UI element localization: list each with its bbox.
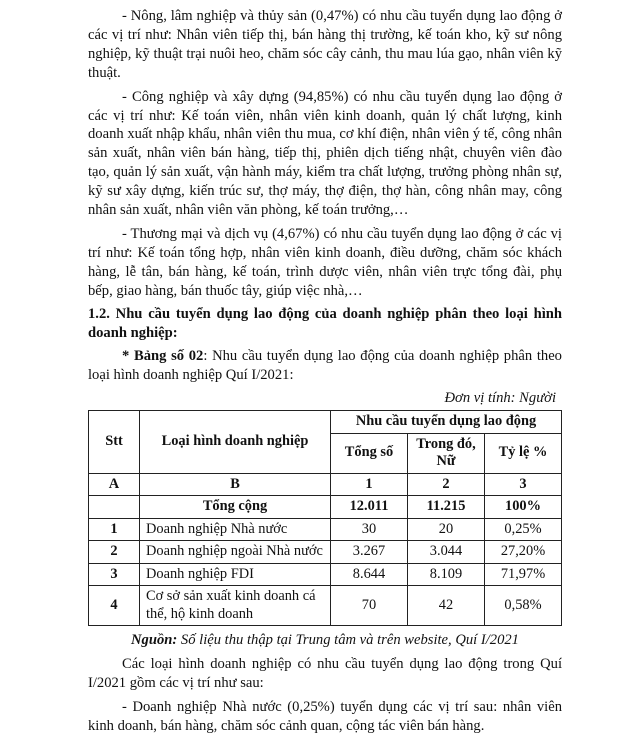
row-total-cell: 3.267 (331, 541, 408, 564)
index-cell: A (89, 473, 140, 496)
source-label: Nguồn: (131, 632, 178, 649)
total-label-cell: Tổng cộng (140, 496, 331, 519)
table-source (88, 631, 562, 650)
row-female-cell: 3.044 (408, 541, 485, 564)
paragraph-state-enterprise: - Doanh nghiệp Nhà nước (0,25%) tuyển dụng các vị trí sau: nhân viên kinh doanh, bán hàng, chăm sóc cảnh quan, cộng tác viên bán hàng. (88, 698, 562, 734)
row-stt-cell: 3 (89, 563, 140, 586)
paragraph-trade: - Thương mại và dịch vụ (4,67%) có nhu cầu tuyển dụng lao động ở các vị trí như: Kế toán tổng hợp, nhân viên kinh doanh, điều dưỡng, chăm sóc khách hàng, lễ tân, bán hàng, kế toán, trình dược viên, nhân viên trực tổng đài, phụ bếp, giao hàng, bán thuốc tây, giúp việc nhà,… (88, 225, 562, 299)
header-female: Trong đó, Nữ (408, 433, 485, 473)
index-cell: 3 (485, 473, 562, 496)
row-total-cell: 70 (331, 586, 408, 626)
header-total: Tổng số (331, 433, 408, 473)
total-stt-cell (89, 496, 140, 519)
total-rate-cell: 100% (485, 496, 562, 519)
row-total-cell: 8.644 (331, 563, 408, 586)
row-female-cell: 42 (408, 586, 485, 626)
document-page (88, 7, 562, 736)
row-type-cell: Doanh nghiệp Nhà nước (140, 518, 331, 541)
paragraph-agriculture: - Nông, lâm nghiệp và thủy sản (0,47%) có nhu cầu tuyển dụng lao động ở các vị trí như: Nhân viên tiếp thị, bán hàng thị trường, kế toán kho, kỹ sư nông nghiệp, kỹ thuật trại nuôi heo, chăm sóc cây cảnh, thu mau lúa gạo, nhân viên kỹ thuật. (88, 8, 562, 81)
table-caption-text: : Nhu cầu tuyển dụng lao động của doanh nghiệp phân theo loại hình doanh nghiệp Quí I/2021: (88, 348, 562, 384)
index-cell: 1 (331, 473, 408, 496)
row-type-cell: Cơ sở sản xuất kinh doanh cá thể, hộ kinh doanh (140, 586, 331, 626)
row-female-cell: 8.109 (408, 563, 485, 586)
recruitment-table (88, 410, 562, 626)
table-index-row (89, 473, 562, 496)
row-type-cell: Doanh nghiệp ngoài Nhà nước (140, 541, 331, 564)
row-stt-cell: 1 (89, 518, 140, 541)
header-rate: Tỷ lệ % (485, 433, 562, 473)
header-group: Nhu cầu tuyển dụng lao động (331, 411, 562, 434)
row-type-cell: Doanh nghiệp FDI (140, 563, 331, 586)
index-cell: B (140, 473, 331, 496)
row-stt-cell: 4 (89, 586, 140, 626)
row-rate-cell: 0,25% (485, 518, 562, 541)
table-row (89, 518, 562, 541)
table-header-row (89, 411, 562, 434)
row-rate-cell: 71,97% (485, 563, 562, 586)
header-type: Loại hình doanh nghiệp (140, 411, 331, 474)
row-female-cell: 20 (408, 518, 485, 541)
table-caption (88, 347, 562, 385)
index-cell: 2 (408, 473, 485, 496)
table-total-row (89, 496, 562, 519)
row-stt-cell: 2 (89, 541, 140, 564)
table-row (89, 563, 562, 586)
total-female-cell: 11.215 (408, 496, 485, 519)
row-total-cell: 30 (331, 518, 408, 541)
table-row (89, 541, 562, 564)
row-rate-cell: 27,20% (485, 541, 562, 564)
header-stt: Stt (89, 411, 140, 474)
row-rate-cell: 0,58% (485, 586, 562, 626)
paragraph-industry: - Công nghiệp và xây dựng (94,85%) có nhu cầu tuyển dụng lao động ở các vị trí như: Kế toán viên, nhân viên kinh doanh, quản lý chất lượng, kinh doanh xuất nhập khẩu, nhân viên thu mua, cơ khí điện, nhân viên ý tế, công nhân sản xuất, nhân viên bán hàng, tiếp thị, phiên dịch tiếng nhật, chuyên viên đào tạo, quản lý sản xuất, vận hành máy, kiểm tra chất lượng, trưởng phòng nhân sự, kỹ sư xây dựng, kiến trúc sư, thợ máy, thợ điện, thợ hàn, công nhân may, công nhân sản xuất, nhân viên văn phòng, kế toán trưởng,… (88, 88, 562, 219)
source-text: Số liệu thu thập tại Trung tâm và trên website, Quí I/2021 (177, 632, 519, 649)
total-total-cell: 12.011 (331, 496, 408, 519)
unit-label: Đơn vị tính: Người (444, 390, 556, 407)
table-caption-label: * Bảng số 02 (122, 348, 204, 365)
section-heading: 1.2. Nhu cầu tuyển dụng lao động của doanh nghiệp phân theo loại hình doanh nghiệp: (88, 305, 562, 341)
paragraph-intro-types: Các loại hình doanh nghiệp có nhu cầu tuyển dụng lao động trong Quí I/2021 gồm các vị trí như sau: (88, 656, 562, 691)
table-row (89, 586, 562, 626)
